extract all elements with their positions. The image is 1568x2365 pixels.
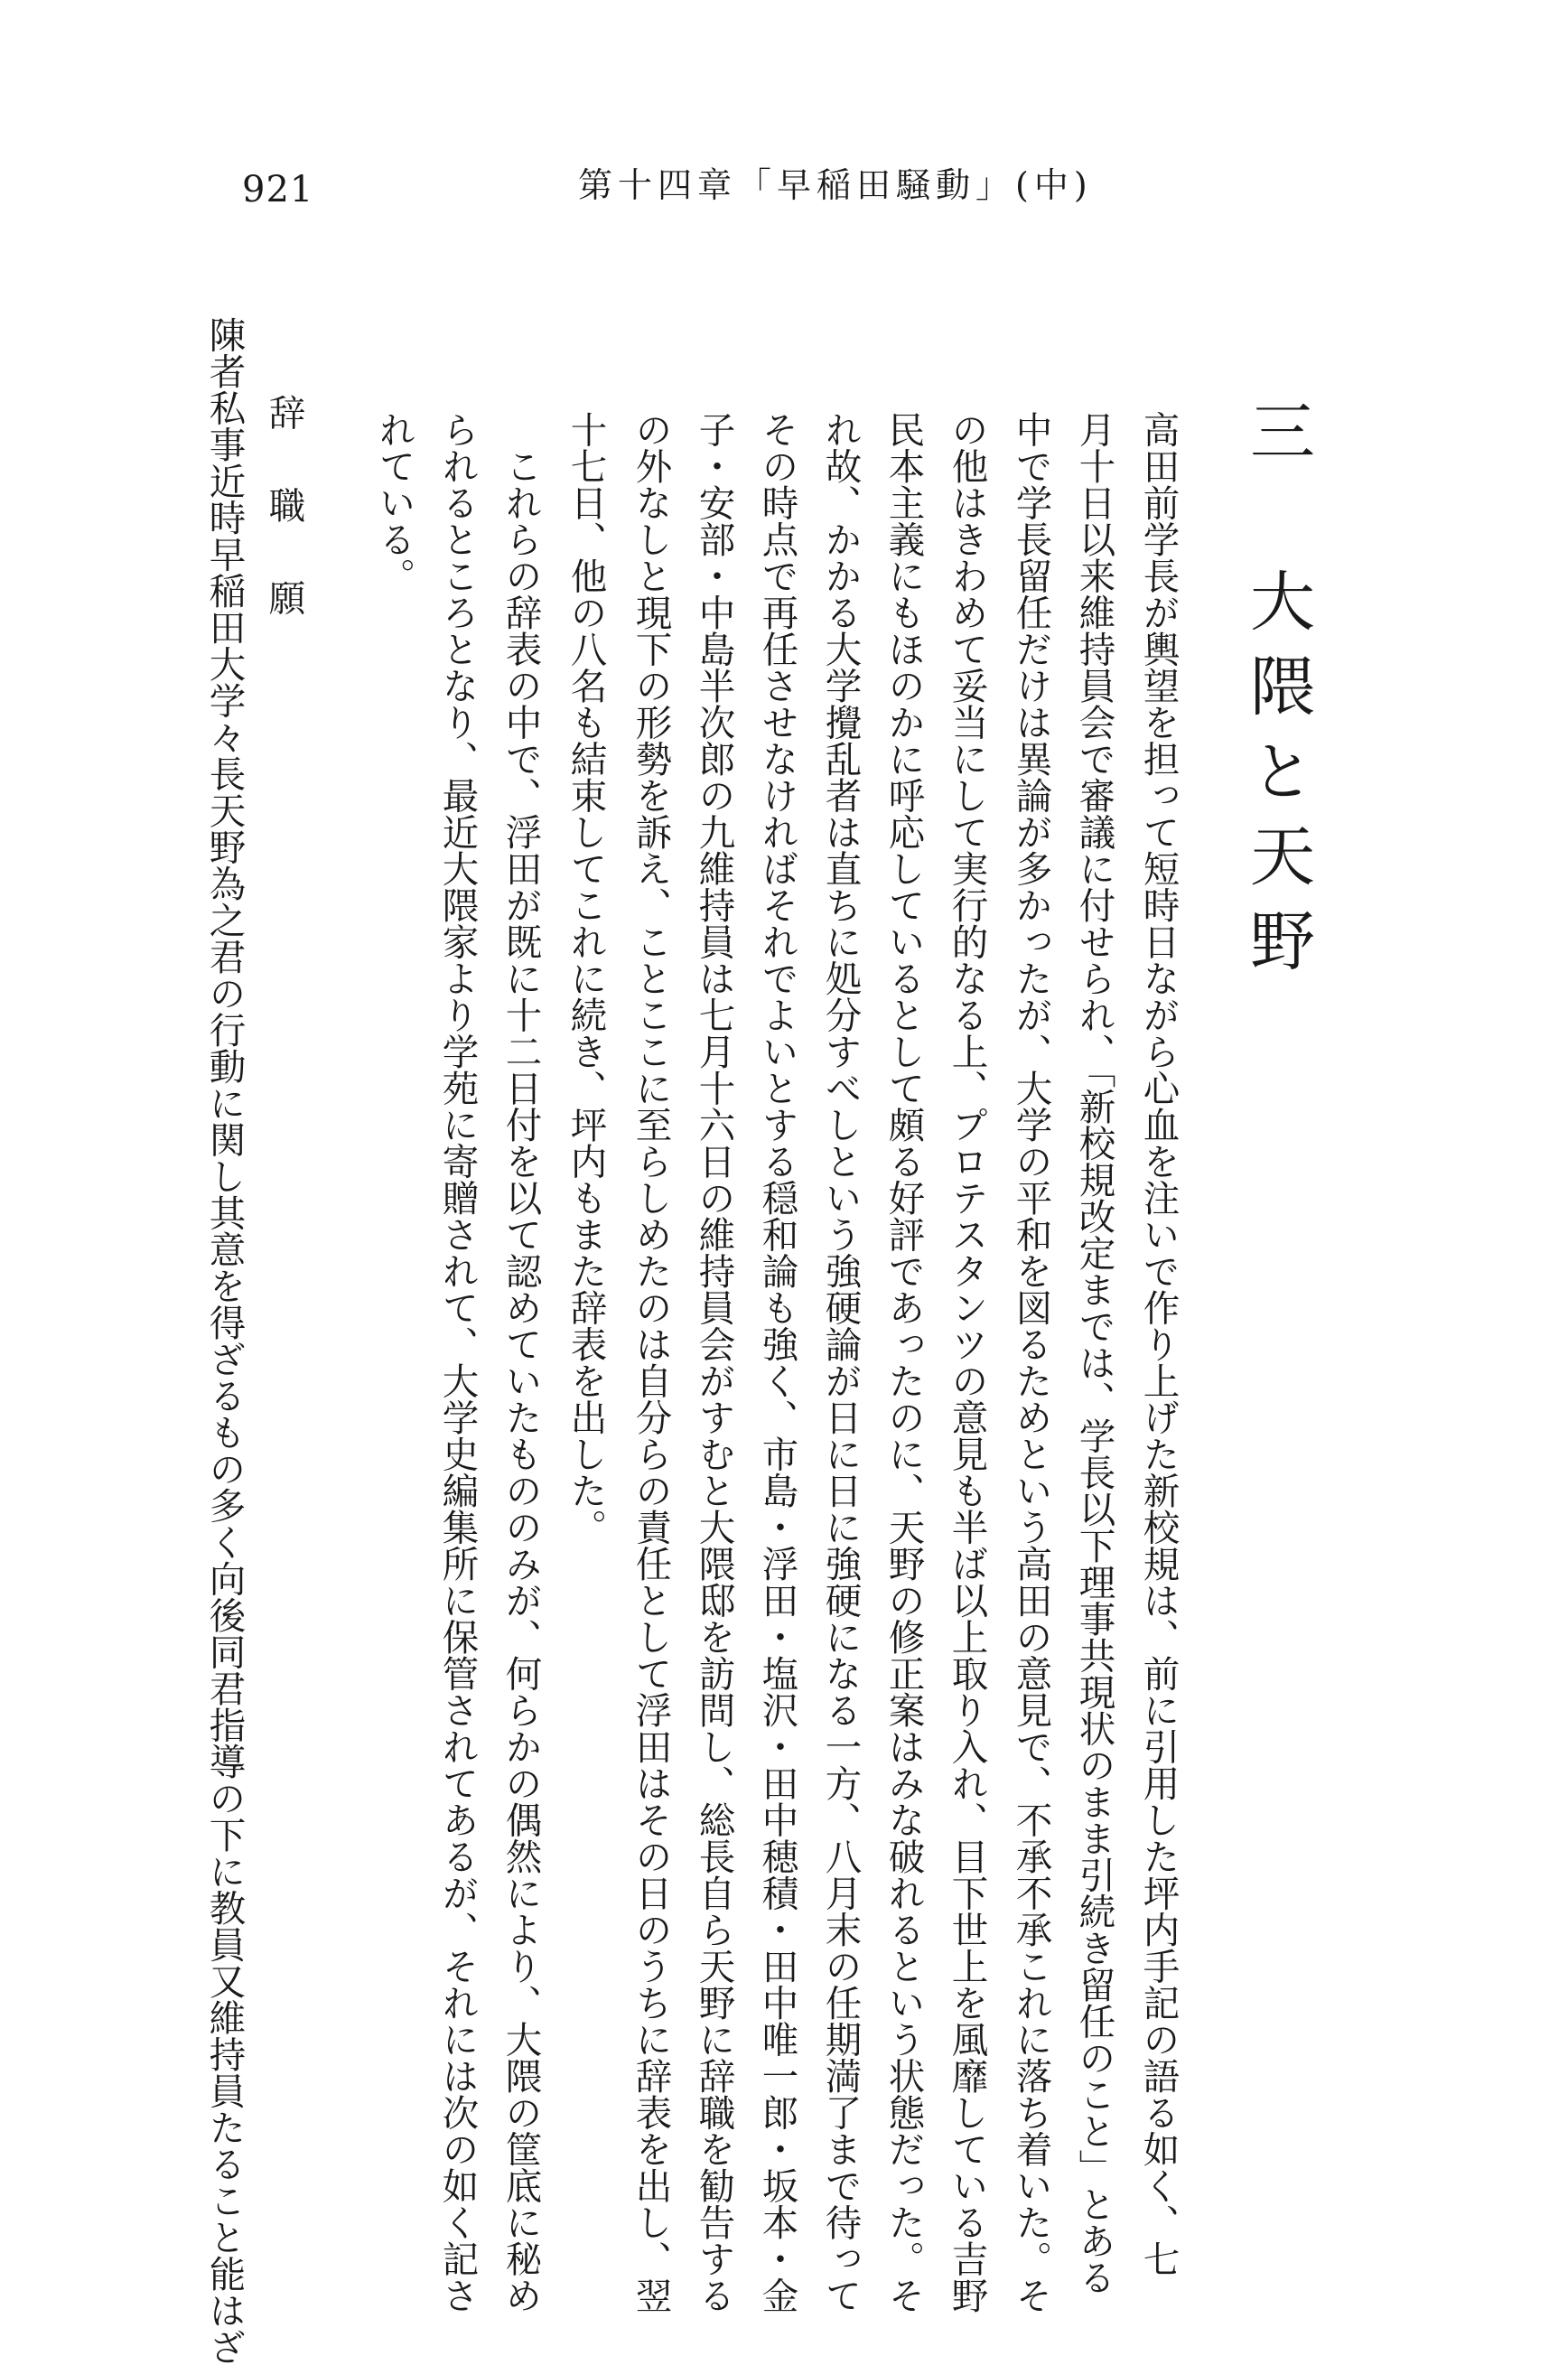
body-line: の他はきわめて妥当にして実行的なる上、プロテスタンツの意見も半ば以上取り入れ、目下世上を風靡している吉野 [945, 411, 989, 2314]
body-line: られるところとなり、最近大隈家より学苑に寄贈されて、大学史編集所に保管されてあるが、それには次の如く記さ [435, 411, 480, 2314]
body-line: その時点で再任させなければそれでよいとする穏和論も強く、市島・浮田・塩沢・田中穂積・田中唯一郎・坂本・金 [755, 411, 799, 2314]
running-title: 第十四章「早稲田騒動」(中) [578, 165, 1093, 205]
page-number: 921 [242, 169, 314, 210]
body-line: 高田前学長が輿望を担って短時日ながら心血を注いで作り上げた新校規は、前に引用した坪内手記の語る如く、七 [1136, 411, 1181, 2277]
body-line: れ故、かかる大学攪乱者は直ちに処分すべしという強硬論が日に日に強硬になる一方、八月末の任期満了まで待って [818, 411, 863, 2314]
body-line: 子・安部・中島半次郎の九維持員は七月十六日の維持員会がすむと大隈邸を訪問し、総長自ら天野に辞職を勧告する [692, 411, 736, 2314]
body-line: の外なしと現下の形勢を訴え、ことここに至らしめたのは自分らの責任として浮田はその日のうちに辞表を出し、翌 [629, 411, 673, 2314]
body-line: 月十日以来維持員会で審議に付せられ、「新校規改定までは、学長以下理事共現状のまま引続き留任のこと」とある [1072, 411, 1116, 2295]
body-line: これらの辞表の中で、浮田が既に十二日付を以て認めていたもののみが、何らかの偶然により、大隈の筐底に秘め [499, 411, 543, 2314]
body-line: 民本主義にもほのかに呼応しているとして頗る好評であったのに、天野の修正案はみな破れるという状態だった。そ [882, 411, 926, 2314]
section-heading: 三 大隈と天野 [1239, 397, 1315, 992]
body-line: 中で学長留任だけは異論が多かったが、大学の平和を図るためという高田の意見で、不承不承これに落ち着いた。そ [1009, 411, 1053, 2314]
document-first-line: 陳者私事近時早稲田大学々長天野為之君の行動に関し其意を得ざるもの多く向後同君指導の下に教員又維持員たること能はざ [202, 316, 247, 2365]
document-title: 辞職願 [262, 394, 306, 672]
body-line: れている。 [372, 411, 416, 594]
body-line: 十七日、他の八名も結束してこれに続き、坪内もまた辞表を出した。 [564, 411, 608, 1546]
